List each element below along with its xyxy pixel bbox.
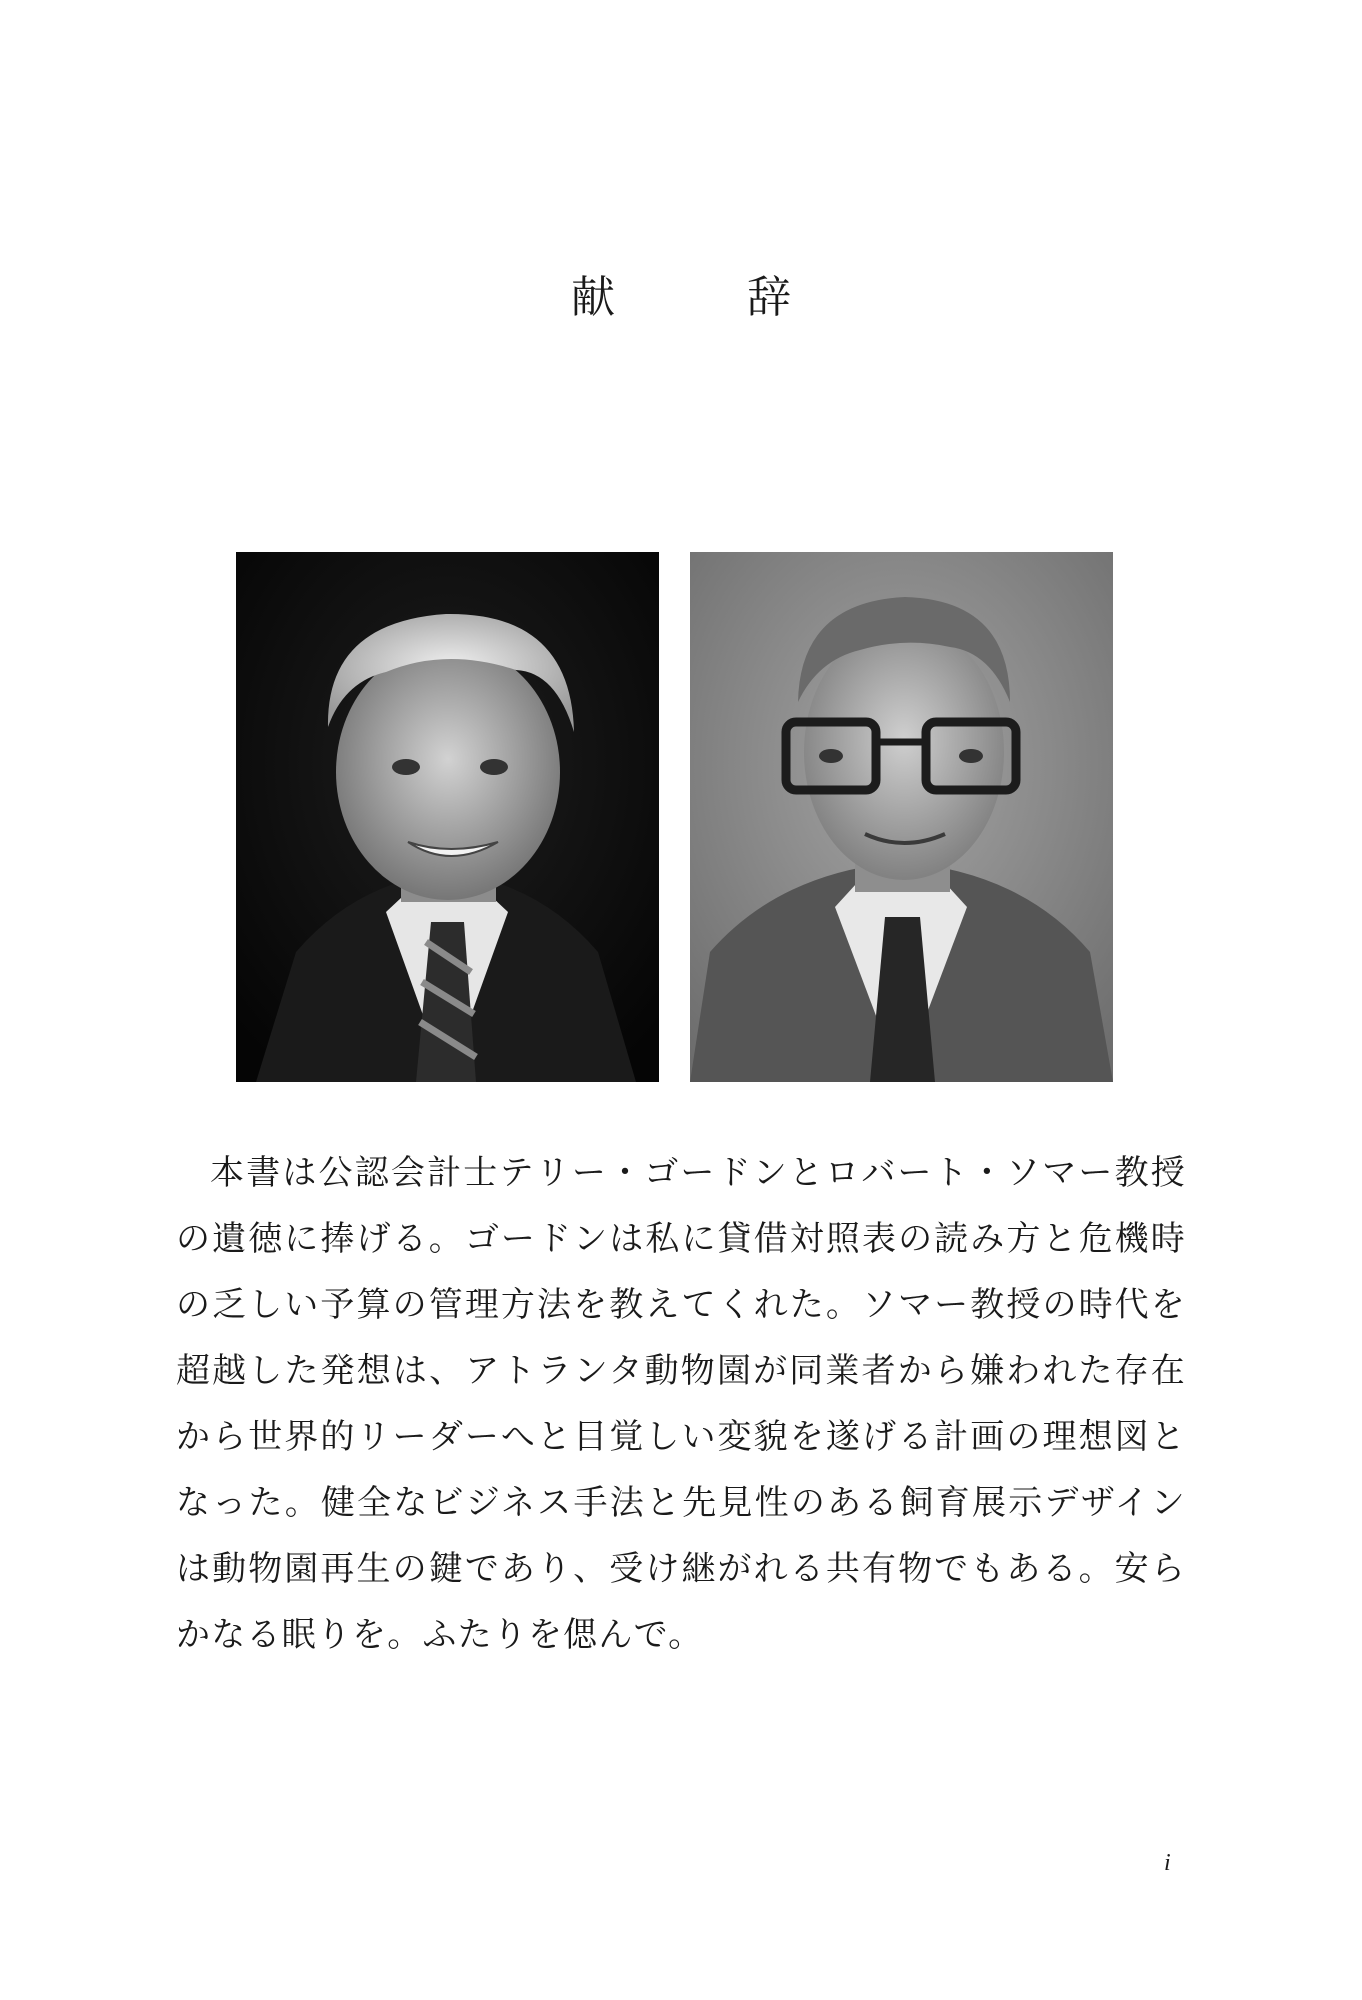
page-title: 献 辞 [571,272,835,323]
portrait-left-image [236,552,659,1082]
dedication-text: 本書は公認会計士テリー・ゴードンとロバート・ソマー教授の遺徳に捧げる。ゴードンは私に貸借対照表の読み方と危機時の乏しい予算の管理方法を教えてくれた。ソマー教授の時代を超越した発想は、アトランタ動物園が同業者から嫌われた存在から世界的リーダーへと目覚しい変貌を遂げる計画の理想図となった。健全なビジネス手法と先見性のある飼育展示デザインは動物園再生の鍵であり、受け継がれる共有物でもある。安らかなる眠りを。ふたりを偲んで。 [176,1153,1186,1655]
portrait-photo-left [236,552,659,1082]
portrait-photo-right [690,552,1113,1082]
page-number: i [1164,1850,1171,1876]
portrait-right-image [690,552,1113,1082]
